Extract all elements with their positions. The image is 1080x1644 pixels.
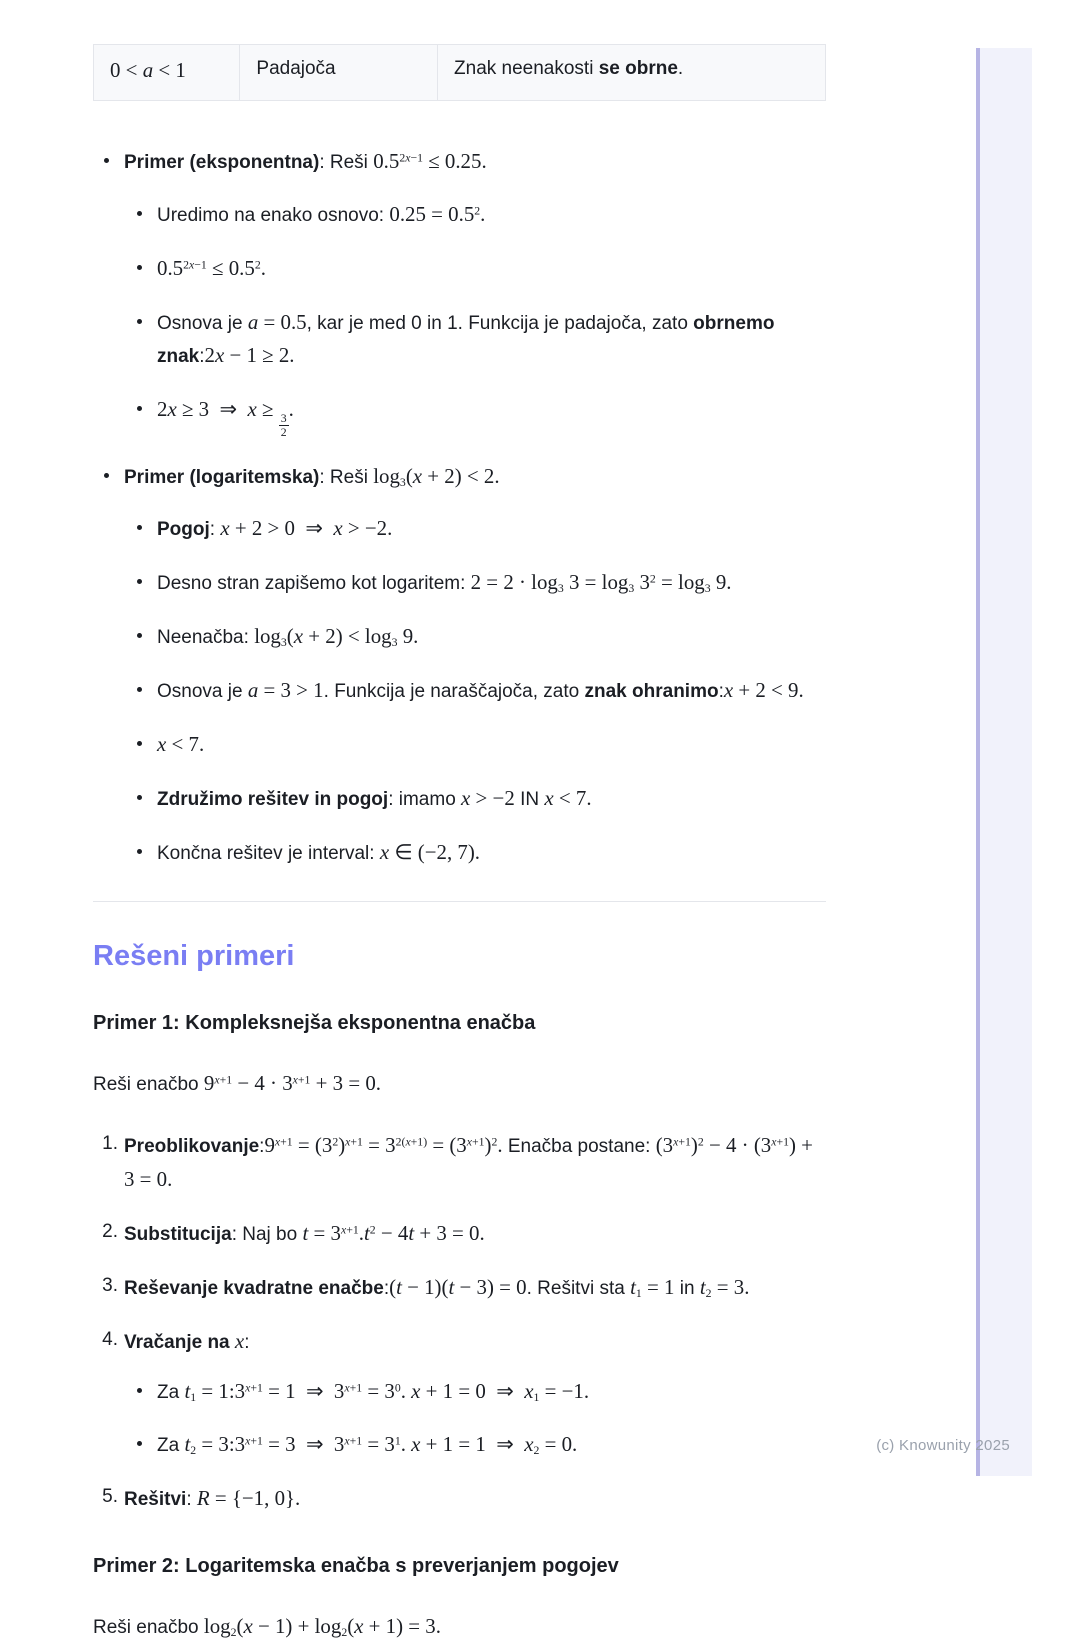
math-subscript: 3 bbox=[704, 582, 711, 596]
plain-text: : bbox=[383, 1277, 390, 1299]
plain-text: Reši enačbo bbox=[93, 1074, 204, 1096]
plain-text: Enačba postane: bbox=[507, 1136, 656, 1158]
plain-text: Neenačba: bbox=[157, 627, 255, 649]
copyright-footer: (c) Knowunity 2025 bbox=[876, 1437, 1010, 1454]
math-subscript: 3 bbox=[391, 636, 398, 650]
bold-text: se obrne bbox=[598, 58, 678, 79]
list-item-text bbox=[157, 309, 775, 368]
math-text: = 3 bbox=[362, 1133, 396, 1158]
plain-text: : Reši bbox=[319, 152, 374, 173]
math-text: 2x ≥ 3 ⇒ x ≥ bbox=[157, 397, 279, 422]
math-text: x bbox=[234, 1328, 245, 1353]
list-item-text bbox=[124, 463, 500, 489]
table-cell bbox=[94, 45, 240, 101]
math-text: (x + 1) = 3. bbox=[347, 1614, 441, 1639]
example2-heading: Primer 2: Logaritemska enačba s preverjanjem pogojev bbox=[93, 1555, 619, 1578]
list-item-text bbox=[157, 255, 266, 280]
math-text: 9 bbox=[203, 1071, 215, 1096]
math-text: 9. bbox=[397, 624, 419, 649]
bold-text: znak ohranimo bbox=[584, 680, 719, 702]
math-superscript: 2x−1 bbox=[399, 151, 423, 165]
math-subscript: 1 bbox=[533, 1390, 540, 1404]
math-superscript: 2 bbox=[369, 1223, 376, 1237]
plain-text: : Reši bbox=[319, 466, 374, 488]
bullet-item bbox=[124, 145, 826, 440]
math-subscript: 2 bbox=[190, 1444, 197, 1458]
math-superscript: x+1 bbox=[245, 1381, 263, 1395]
math-text: . bbox=[480, 201, 486, 226]
page-edge-panel bbox=[980, 48, 1032, 1476]
math-text: − 4 · (3 bbox=[703, 1133, 772, 1158]
math-text: t bbox=[184, 1378, 191, 1403]
math-text: = 3 bbox=[362, 1378, 395, 1403]
page-edge-line bbox=[976, 48, 980, 1476]
plain-text: . Rešitvi sta bbox=[526, 1277, 631, 1299]
math-text: 0 < a < 1 bbox=[110, 58, 186, 82]
plain-text: Znak neenakosti bbox=[454, 58, 599, 79]
math-text: (x − 1) + log bbox=[236, 1614, 342, 1639]
math-text: . x + 1 = 0 ⇒ x bbox=[400, 1378, 534, 1403]
plain-text: Desno stran zapišemo kot logaritem: bbox=[157, 573, 471, 595]
example1-problem bbox=[93, 1067, 826, 1101]
math-superscript: x+1 bbox=[344, 1381, 363, 1395]
math-text: ≤ 0.5 bbox=[206, 255, 255, 280]
list-item-text bbox=[124, 149, 487, 173]
math-text: = 1:3 bbox=[196, 1378, 246, 1403]
nested-bullet-list bbox=[124, 1375, 826, 1463]
math-text: R = {−1, 0}. bbox=[196, 1486, 301, 1511]
nested-bullet-item bbox=[157, 836, 826, 870]
math-text: ) + 3 = 0. bbox=[124, 1133, 813, 1192]
plain-text: : bbox=[718, 680, 724, 702]
math-text: 0.5 bbox=[373, 149, 400, 173]
bold-text: Združimo rešitev in pogoj bbox=[157, 788, 389, 810]
math-subscript: 3 bbox=[280, 636, 287, 650]
math-superscript: x+1 bbox=[292, 1073, 311, 1087]
math-text: . bbox=[358, 1221, 364, 1245]
math-text: log bbox=[203, 1614, 231, 1639]
math-text: = 3 ⇒ 3 bbox=[262, 1432, 345, 1457]
math-text: 2x − 1 ≥ 2. bbox=[204, 343, 295, 368]
example1-steps-list bbox=[93, 1129, 826, 1516]
example2-problem bbox=[93, 1610, 826, 1644]
math-superscript: 2 bbox=[332, 1135, 339, 1149]
math-text: t bbox=[699, 1274, 706, 1299]
plain-text: in bbox=[674, 1277, 700, 1299]
nested-bullet-item bbox=[157, 728, 826, 762]
math-text: t bbox=[184, 1432, 191, 1457]
math-text: x + 2 > 0 ⇒ x > −2. bbox=[220, 516, 393, 541]
nested-bullet-item bbox=[157, 306, 826, 374]
nested-bullet-item bbox=[157, 566, 826, 600]
section-divider bbox=[93, 901, 826, 902]
plain-text: Reši enačbo bbox=[93, 1617, 204, 1639]
math-text: = (3 bbox=[292, 1133, 333, 1158]
math-text: . bbox=[497, 1133, 508, 1158]
list-item-text bbox=[157, 624, 419, 650]
plain-text: : bbox=[186, 1489, 197, 1511]
math-text: (3 bbox=[655, 1133, 674, 1158]
plain-text: : imamo bbox=[388, 788, 462, 810]
plain-text: : bbox=[244, 1331, 250, 1353]
nested-bullet-item bbox=[157, 1428, 826, 1462]
list-item-text bbox=[157, 570, 732, 596]
math-text: ) bbox=[484, 1133, 492, 1158]
nested-bullet-item bbox=[157, 393, 826, 439]
math-superscript: x+1 bbox=[673, 1135, 691, 1149]
plain-text: Uredimo na enako osnovo: bbox=[157, 204, 390, 226]
nested-bullet-item bbox=[157, 782, 826, 816]
math-superscript: 2(x+1) bbox=[395, 1135, 428, 1149]
math-superscript: x+1 bbox=[466, 1135, 485, 1149]
math-text: 3 = log bbox=[563, 570, 629, 595]
bold-text: Primer (eksponentna) bbox=[124, 152, 320, 173]
nested-bullet-item bbox=[157, 198, 826, 232]
math-text: 2 = 2 · log bbox=[470, 570, 558, 595]
math-text: a = 3 > 1 bbox=[247, 677, 324, 702]
nested-bullet-item bbox=[157, 512, 826, 546]
bold-text: Primer (logaritemska) bbox=[124, 466, 320, 488]
math-text: = 3. bbox=[711, 1274, 750, 1299]
math-text: x > −2 bbox=[461, 785, 515, 810]
math-superscript: 0 bbox=[394, 1381, 401, 1395]
bold-text: obrnemo znak bbox=[157, 312, 775, 368]
math-subscript: 2 bbox=[341, 1626, 348, 1640]
math-superscript: x+1 bbox=[344, 1434, 363, 1448]
math-text: = −1. bbox=[539, 1378, 590, 1403]
math-text: x < 7. bbox=[157, 731, 205, 756]
math-text: x ∈ (−2, 7). bbox=[379, 839, 481, 864]
bullet-item bbox=[124, 460, 826, 870]
math-text: . x + 1 = 1 ⇒ x bbox=[400, 1432, 534, 1457]
math-fraction: $\frac{3}{2}$ bbox=[280, 412, 287, 440]
math-text: log bbox=[373, 463, 400, 488]
nested-bullet-list bbox=[124, 198, 826, 440]
math-superscript: x+1 bbox=[274, 1135, 293, 1149]
math-subscript: 1 bbox=[190, 1390, 197, 1404]
plain-text: : Naj bo bbox=[231, 1224, 303, 1245]
nested-bullet-list bbox=[124, 512, 826, 869]
math-text: = 3:3 bbox=[196, 1432, 246, 1457]
math-superscript: 2 bbox=[649, 572, 656, 586]
math-superscript: x+1 bbox=[214, 1073, 233, 1087]
plain-text: . Funkcija je naraščajoča, zato bbox=[323, 680, 585, 702]
math-text: = (3 bbox=[427, 1133, 467, 1158]
math-text: (t − 1)(t − 3) = 0 bbox=[389, 1274, 527, 1299]
math-text: log bbox=[254, 624, 281, 649]
math-subscript: 1 bbox=[635, 1286, 642, 1300]
math-text: 9. bbox=[710, 570, 732, 595]
math-text: = 1 bbox=[641, 1274, 675, 1299]
math-text: 0.25 = 0.5 bbox=[389, 201, 475, 226]
step-item bbox=[124, 1129, 826, 1197]
math-superscript: x+1 bbox=[771, 1135, 789, 1149]
step-item bbox=[124, 1217, 826, 1251]
bold-text: Reševanje kvadratne enačbe bbox=[124, 1277, 384, 1299]
exponent-base-behavior-table bbox=[93, 44, 826, 101]
plain-text: : bbox=[199, 346, 205, 368]
math-text: 3 bbox=[634, 570, 650, 595]
math-text: . bbox=[260, 255, 266, 280]
math-text: t bbox=[630, 1274, 636, 1299]
list-item-text bbox=[157, 731, 205, 756]
math-text: (x + 2) < log bbox=[286, 624, 392, 649]
list-item-text bbox=[124, 1274, 750, 1300]
math-superscript: x+1 bbox=[340, 1223, 359, 1237]
nested-bullet-item bbox=[157, 1375, 826, 1409]
math-subscript: 2 bbox=[705, 1286, 712, 1300]
math-text: − 4 · 3 bbox=[232, 1071, 293, 1096]
list-item-text bbox=[124, 1221, 485, 1245]
math-text: ) bbox=[338, 1133, 346, 1158]
plain-text: . bbox=[677, 58, 684, 79]
plain-text: Za bbox=[157, 1435, 185, 1457]
inequality-examples-list bbox=[93, 145, 826, 869]
math-superscript: x+1 bbox=[245, 1434, 263, 1448]
math-superscript: 1 bbox=[394, 1434, 401, 1448]
list-item-text bbox=[157, 839, 481, 864]
math-text: 9 bbox=[264, 1133, 275, 1158]
step-item bbox=[124, 1325, 826, 1463]
math-text: = 3 bbox=[362, 1432, 395, 1457]
table-cell bbox=[438, 45, 826, 101]
math-text: + 3 = 0. bbox=[310, 1071, 381, 1096]
bold-text: Pogoj bbox=[157, 519, 210, 541]
math-superscript: 2x−1 bbox=[183, 258, 207, 272]
plain-text: : bbox=[209, 519, 221, 541]
math-text: 0.5 bbox=[157, 255, 184, 280]
math-superscript: 2 bbox=[474, 204, 481, 218]
plain-text: Za bbox=[157, 1381, 185, 1403]
list-item-text bbox=[157, 1432, 578, 1458]
nested-bullet-item bbox=[157, 620, 826, 654]
math-subscript: 3 bbox=[557, 582, 564, 596]
bold-text: Preoblikovanje bbox=[124, 1136, 260, 1158]
math-superscript: 2 bbox=[697, 1135, 704, 1149]
math-subscript: 3 bbox=[628, 582, 635, 596]
math-text: x + 2 < 9. bbox=[723, 677, 804, 702]
bold-text: Vračanje na bbox=[124, 1331, 235, 1353]
bold-text: Rešitvi bbox=[124, 1489, 187, 1511]
plain-text: Osnova je bbox=[157, 680, 248, 702]
math-text: . bbox=[288, 397, 294, 422]
list-item-text bbox=[157, 677, 804, 702]
step-item bbox=[124, 1482, 826, 1516]
math-text: (x + 2) < 2. bbox=[405, 463, 500, 488]
nested-bullet-item bbox=[157, 252, 826, 286]
math-subscript: 2 bbox=[533, 1444, 540, 1458]
list-item-text bbox=[157, 1378, 590, 1404]
table-row bbox=[94, 45, 826, 101]
table-cell bbox=[240, 45, 438, 101]
plain-text: IN bbox=[514, 788, 545, 810]
list-item-text bbox=[124, 1486, 301, 1511]
example1-heading: Primer 1: Kompleksnejša eksponentna enačba bbox=[93, 1012, 536, 1035]
math-superscript: 2 bbox=[254, 258, 261, 272]
math-superscript: x+1 bbox=[345, 1135, 363, 1149]
plain-text: Končna rešitev je interval: bbox=[157, 842, 380, 864]
list-item-text bbox=[157, 201, 486, 226]
math-text: t bbox=[363, 1221, 370, 1245]
plain-text: Osnova je bbox=[157, 312, 248, 334]
list-item-text bbox=[157, 397, 294, 440]
math-text: x < 7. bbox=[544, 785, 592, 810]
bold-text: Substitucija bbox=[124, 1224, 232, 1245]
section-heading: Rešeni primeri bbox=[93, 940, 295, 973]
plain-text: : bbox=[259, 1136, 265, 1158]
math-text: = 1 ⇒ 3 bbox=[262, 1378, 345, 1403]
math-text: a = 0.5 bbox=[247, 309, 307, 334]
list-item-text bbox=[157, 785, 592, 810]
math-text: ≤ 0.25. bbox=[422, 149, 487, 173]
math-text: = 0. bbox=[539, 1432, 578, 1457]
math-text: ) bbox=[690, 1133, 698, 1158]
math-superscript: 2 bbox=[491, 1135, 498, 1149]
math-subscript: 3 bbox=[399, 475, 406, 489]
list-item-text bbox=[157, 516, 393, 541]
math-text: − 4t + 3 = 0. bbox=[375, 1221, 485, 1245]
list-item-text bbox=[124, 1328, 250, 1353]
step-item bbox=[124, 1271, 826, 1305]
plain-text: , kar je med 0 in 1. Funkcija je padajoča, zato bbox=[306, 312, 694, 334]
list-item-text bbox=[124, 1133, 813, 1192]
document-content bbox=[93, 44, 826, 1644]
math-text: = log bbox=[655, 570, 705, 595]
nested-bullet-item bbox=[157, 674, 826, 708]
math-text: t = 3 bbox=[302, 1221, 341, 1245]
math-subscript: 2 bbox=[230, 1626, 237, 1640]
plain-text: Padajoča bbox=[256, 58, 336, 79]
